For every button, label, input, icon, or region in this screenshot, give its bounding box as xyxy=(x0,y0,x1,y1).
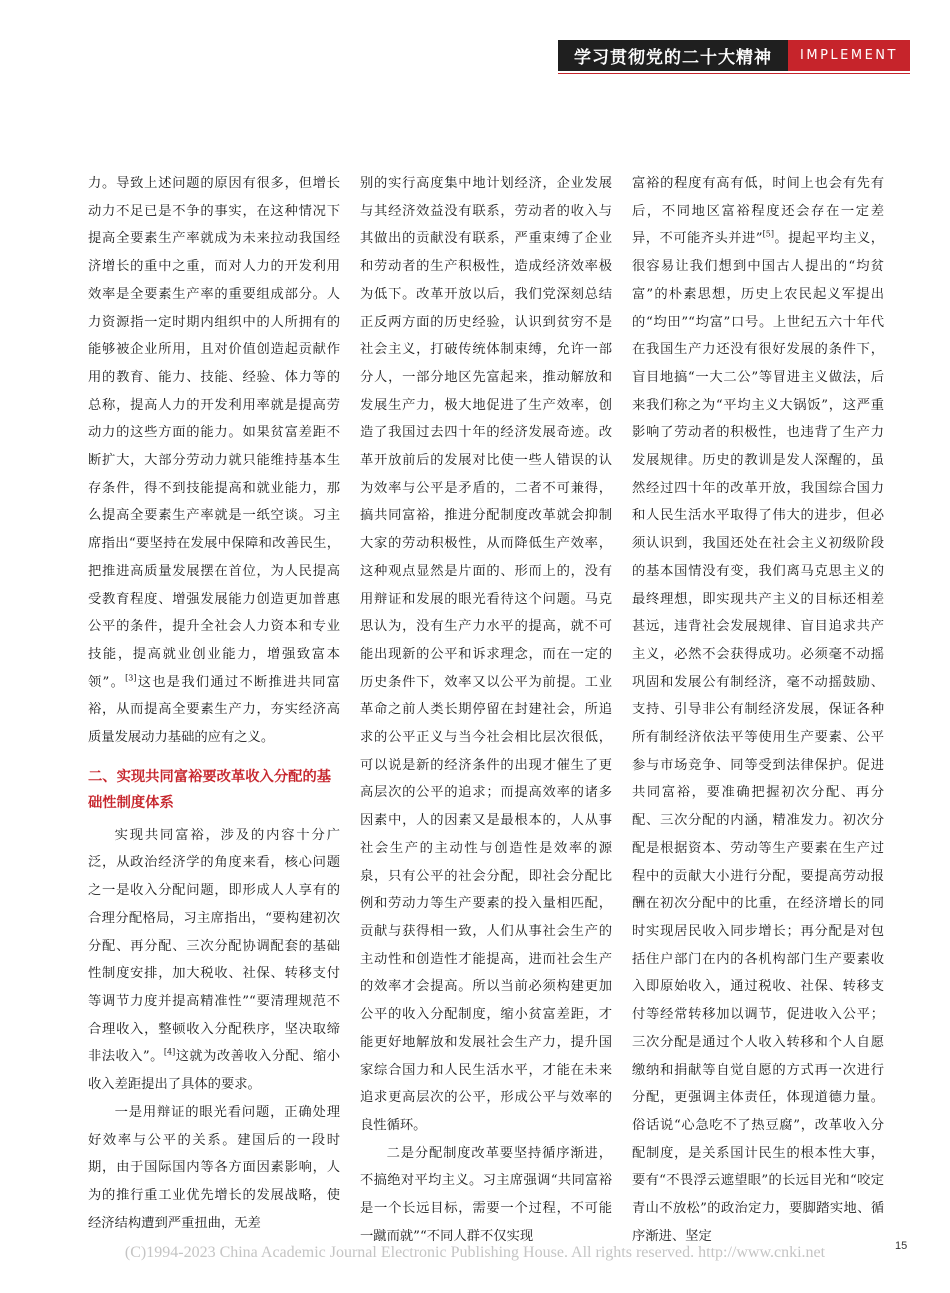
header-divider xyxy=(558,73,910,74)
copyright-watermark: (C)1994-2023 China Academic Journal Electronic Publishing House. All rights reserved. http://www.cnki.net xyxy=(124,1244,826,1261)
paragraph xyxy=(88,170,340,752)
text-column-3 xyxy=(632,170,884,1244)
paragraph: 二是分配制度改革要坚持循序渐进，不搞绝对平均主义。习主席强调“共同富裕是一个长远目标，需要一个过程，不可能一蹴而就”“不同人群不仅实现 xyxy=(360,1145,612,1244)
paragraph: 别的实行高度集中地计划经济，企业发展与其经济效益没有联系，劳动者的收入与其做出的贡献没有联系，严重束缚了企业和劳动者的生产积极性，造成经济效率极为低下。改革开放以后，我们党深刻总结正反两方面的历史经验，认识到贫穷不是社会主义，打破传统体制束缚，允许一部分人，一部分地区先富起来，推动解放和发展生产力，极大地促进了生产效率，创造了我国过去四十年的经济发展奇迹。改革开放前后的发展对比使一些人错误的认为效率与公平是矛盾的，二者不可兼得，搞共同富裕，推进分配制度改革就会抑制大家的劳动积极性，从而降低生产效率，这种观点显然是片面的、形而上的，没有用辩证和发展的眼光看待这个问题。马克思认为，没有生产力水平的提高，就不可能出现新的公平和诉求理念，而在一定的历史条件下，效率又以公平为前提。工业革命之前人类长期停留在封建社会，所追求的公平正义与当今社会相比层次很低，可以说是新的经济条件的出现才催生了更高层次的公平的追求；而提高效率的诸多因素中，人的因素又是最根本的，人从事社会生产的主动性与创造性是效率的源泉，只有公平的社会分配，即社会分配比例和劳动力等生产要素的投入量相匹配，贡献与获得相一致，人们从事社会生产的主动性和创造性才能提高，进而社会生产的效率才会提高。所以当前必须构建更加公平的收入分配制度，缩小贫富差距，才能更好地解放和发展社会生产力，提升国家综合国力和人民生活水平，才能在未来追求更高层次的公平，形成公平与效率的良性循环。 xyxy=(360,176,612,1133)
citation-ref: [4] xyxy=(163,1047,176,1057)
section-heading: 二、实现共同富裕要改革收入分配的基础性制度体系 xyxy=(88,768,332,811)
paragraph-text: 力。导致上述问题的原因有很多，但增长动力不足已是不争的事实，在这种情况下提高全要素生产率就成为未来拉动我国经济增长的重中之重，而对人力的开发利用效率是全要素生产率的重要组成部分。人力资源指一定时期内组织中的人所拥有的能够被企业所用，且对价值创造起贡献作用的教育、能力、技能、经验、体力等的总称，提高人力的开发利用率就是提高劳动力的这些方面的能力。如果贫富差距不断扩大，大部分劳动力就只能维持基本生存条件，得不到技能提高和就业能力，那么提高全要素生产率就是一纸空谈。习主席指出“要坚持在发展中保障和改善民生，把推进高质量发展摆在首位，为人民提高受教育程度、增强发展能力创造更加普惠公平的条件，提升全社会人力资本和专业技能，提高就业创业能力，增强致富本领”。 xyxy=(88,176,340,690)
paragraph-text: 富裕的程度有高有低，时间上也会有先有后，不同地区富裕程度还会存在一定差异，不可能齐头并进” xyxy=(632,176,884,247)
text-column-2 xyxy=(360,170,612,1244)
paragraph: 一是用辩证的眼光看问题，正确处理好效率与公平的关系。建国后的一段时期，由于国际国内等各方面因素影响，人为的推行重工业优先增长的发展战略，使经济结构遭到严重扭曲，无差 xyxy=(88,1104,340,1231)
paragraph-text: 。提起平均主义，很容易让我们想到中国古人提出的“均贫富”的朴素思想，历史上农民起义军提出的“均田”“均富”口号。上世纪五六十年代在我国生产力还没有很好发展的条件下，盲目地搞“一大二公”等冒进主义做法，后来我们称之为“平均主义大锅饭”，这严重影响了劳动者的积极性，也违背了生产力发展规律。历史的教训是发人深醒的，虽然经过四十年的改革开放，我国综合国力和人民生活水平取得了伟大的进步，但必须认识到，我国还处在社会主义初级阶段的基本国情没有变，我们离马克思主义的最终理想，即实现共产主义的目标还相差甚远，违背社会发展规律、盲目追求共产主义，必然不会获得成功。必须毫不动摇巩固和发展公有制经济，毫不动摇鼓励、支持、引导非公有制经济发展，保证各种所有制经济依法平等使用生产要素、公平参与市场竞争、同等受到法律保护。促进共同富裕，要准确把握初次分配、再分配、三次分配的内涵，精准发力。初次分配是根据资本、劳动等生产要素在生产过程中的贡献大小进行分配，要提高劳动报酬在初次分配中的比重，在经济增长的同时实现居民收入同步增长；再分配是对包括住户部门在内的各机构部门生产要素收入即原始收入，通过税收、社保、转移支付等经常转移加以调节，促进收入公平；三次分配是通过个人收入转移和个人自愿缴纳和捐献等自觉自愿的方式再一次进行分配，更强调主体责任，体现道德力量。俗话说“心急吃不了热豆腐”，改革收入分配制度，是关系国计民生的根本性大事，要有“不畏浮云遮望眼”的长远目光和“咬定青山不放松”的政治定力，要脚踏实地、循序渐进、坚定 xyxy=(632,231,884,1244)
page-number: 15 xyxy=(895,1240,908,1252)
paragraph xyxy=(88,822,340,1099)
paragraph-text: 实现共同富裕，涉及的内容十分广泛，从政治经济学的角度来看，核心问题之一是收入分配问题，即形成人人享有的合理分配格局，习主席指出，“要构建初次分配、再分配、三次分配协调配套的基础性制度安排，加大税收、社保、转移支付等调节力度并提高精准性”“要清理规范不合理收入，整顿收入分配秩序，坚决取缔非法收入”。 xyxy=(88,827,340,1065)
column-tag: IMPLEMENT xyxy=(788,40,910,71)
citation-ref: [5] xyxy=(762,229,774,239)
paragraph xyxy=(632,170,884,1250)
paragraph-text: 这也是我们通过不断推进共同富裕，从而提高全要素生产力，夯实经济高质量发展动力基础的应有之义。 xyxy=(88,674,340,746)
header-bar xyxy=(558,40,910,71)
column-title: 学习贯彻党的二十大精神 xyxy=(558,40,788,71)
paragraph-text: 这就为改善收入分配、缩小收入差距提出了具体的要求。 xyxy=(88,1049,340,1093)
citation-ref: [3] xyxy=(125,673,137,683)
text-column-1 xyxy=(88,170,340,1231)
